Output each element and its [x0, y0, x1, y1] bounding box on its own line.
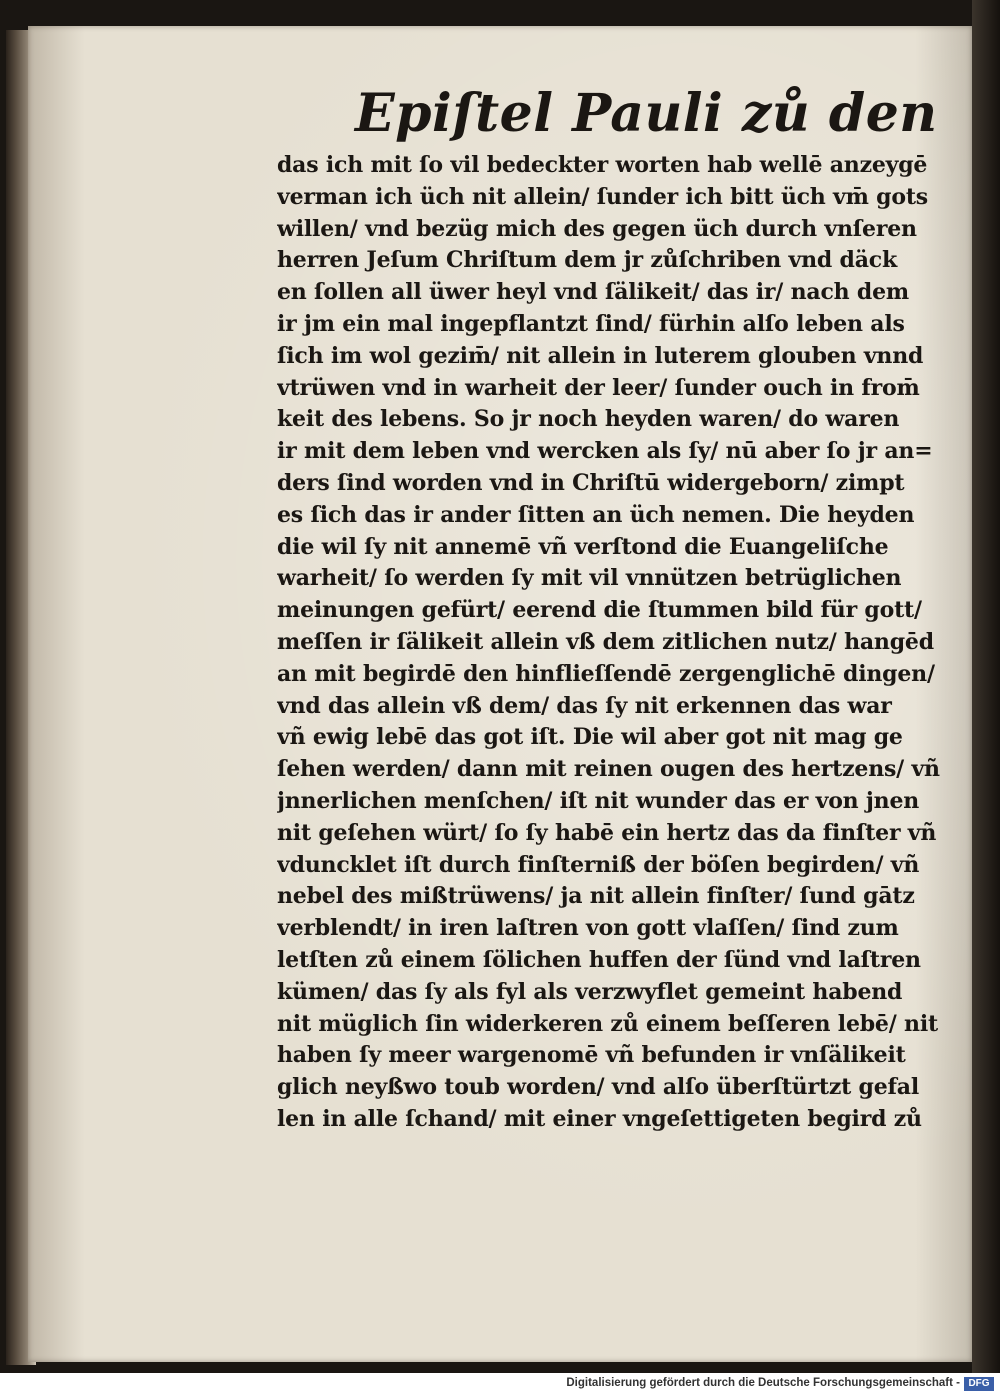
- text-line: die wil ſy nit annemē vñ verſtond die Euangeliſche: [277, 533, 889, 560]
- text-line: keit des lebens. So jr noch heyden waren/ do waren: [277, 406, 900, 433]
- text-line: len in alle ſchand/ mit einer vngeſettigeten begird zů: [277, 1105, 922, 1132]
- body-text: [277, 150, 957, 1136]
- scan-right-edge: [972, 0, 1000, 1373]
- text-line: glich neyßwo toub worden/ vnd alſo überſtürtzt gefal: [277, 1074, 919, 1101]
- text-line: nit müglich ſin widerkeren zů einem beſſeren lebē/ nit: [277, 1010, 938, 1037]
- text-line: warheit/ ſo werden ſy mit vil vnnützen betrüglichen: [277, 565, 902, 592]
- text-line: kümen/ das ſy als fyl als verzwyflet gemeint habend: [277, 978, 903, 1005]
- text-line: meinungen gefürt/ eerend die ſtummen bild für gott/: [277, 597, 922, 624]
- text-line: das ich mit ſo vil bedeckter worten hab wellē anzeygē: [277, 152, 928, 178]
- funding-notice: Digitalisierung gefördert durch die Deutsche Forschungsgemeinschaft -: [566, 1377, 960, 1389]
- text-line: ir jm ein mal ingepflantzt ſind/ fürhin alſo leben als: [277, 310, 905, 337]
- text-line: ders ſind worden vnd in Chriſtū widergeborn/ zimpt: [277, 469, 905, 496]
- text-line: an mit begirdē den hinflieſſendē zergenglichē dingen/: [277, 660, 935, 687]
- text-line: verblendt/ in iren laſtren von gott vlaſſen/ ſind zum: [277, 915, 899, 942]
- text-line: meſſen ir ſälikeit allein vß dem zitlichen nutz/ hangēd: [277, 628, 934, 655]
- text-line: ſehen werden/ dann mit reinen ougen des hertzens/ vñ: [277, 756, 940, 783]
- text-line: letſten zů einem ſölichen huffen der ſünd vnd laſtren: [277, 946, 921, 973]
- page-heading: Epiſtel Pauli zů den: [355, 83, 938, 144]
- text-line: en ſollen all üwer heyl vnd ſälikeit/ das ir/ nach dem: [277, 279, 909, 306]
- text-line: herren Jeſum Chriſtum dem jr zůſchriben vnd däck: [277, 247, 897, 274]
- text-line: vduncklet iſt durch finſterniß der böſen begirden/ vñ: [277, 851, 920, 878]
- text-line: verman ich üch nit allein/ ſunder ich bitt üch vm̄ gots: [277, 183, 928, 210]
- footer-bar: [0, 1373, 1000, 1395]
- text-line: nit geſehen würt/ ſo ſy habē ein hertz das da finſter vñ: [277, 819, 937, 846]
- text-line: haben ſy meer wargenomē vñ befunden ir vnſälikeit: [277, 1042, 906, 1069]
- text-line: willen/ vnd bezüg mich des gegen üch durch vnſeren: [277, 215, 917, 242]
- text-line: nebel des mißtrüwens/ ja nit allein finſter/ ſund gātz: [277, 883, 915, 910]
- text-line: vnd das allein vß dem/ das ſy nit erkennen das war: [277, 692, 892, 719]
- text-line: ſich im wol gezim̄/ nit allein in luterem glouben vnnd: [277, 342, 924, 369]
- dfg-logo-icon[interactable]: DFG: [964, 1377, 994, 1391]
- text-line: ir mit dem leben vnd wercken als ſy/ nū aber ſo jr an=: [277, 438, 933, 465]
- text-line: vtrüwen vnd in warheit der leer/ ſunder ouch in from̄: [277, 374, 920, 401]
- text-line: jnnerlichen menſchen/ iſt nit wunder das er von jnen: [277, 787, 920, 814]
- text-line: es ſich das ir ander ſitten an üch nemen. Die heyden: [277, 501, 915, 528]
- text-line: vñ ewig lebē das got iſt. Die wil aber got nit mag ge: [277, 724, 903, 751]
